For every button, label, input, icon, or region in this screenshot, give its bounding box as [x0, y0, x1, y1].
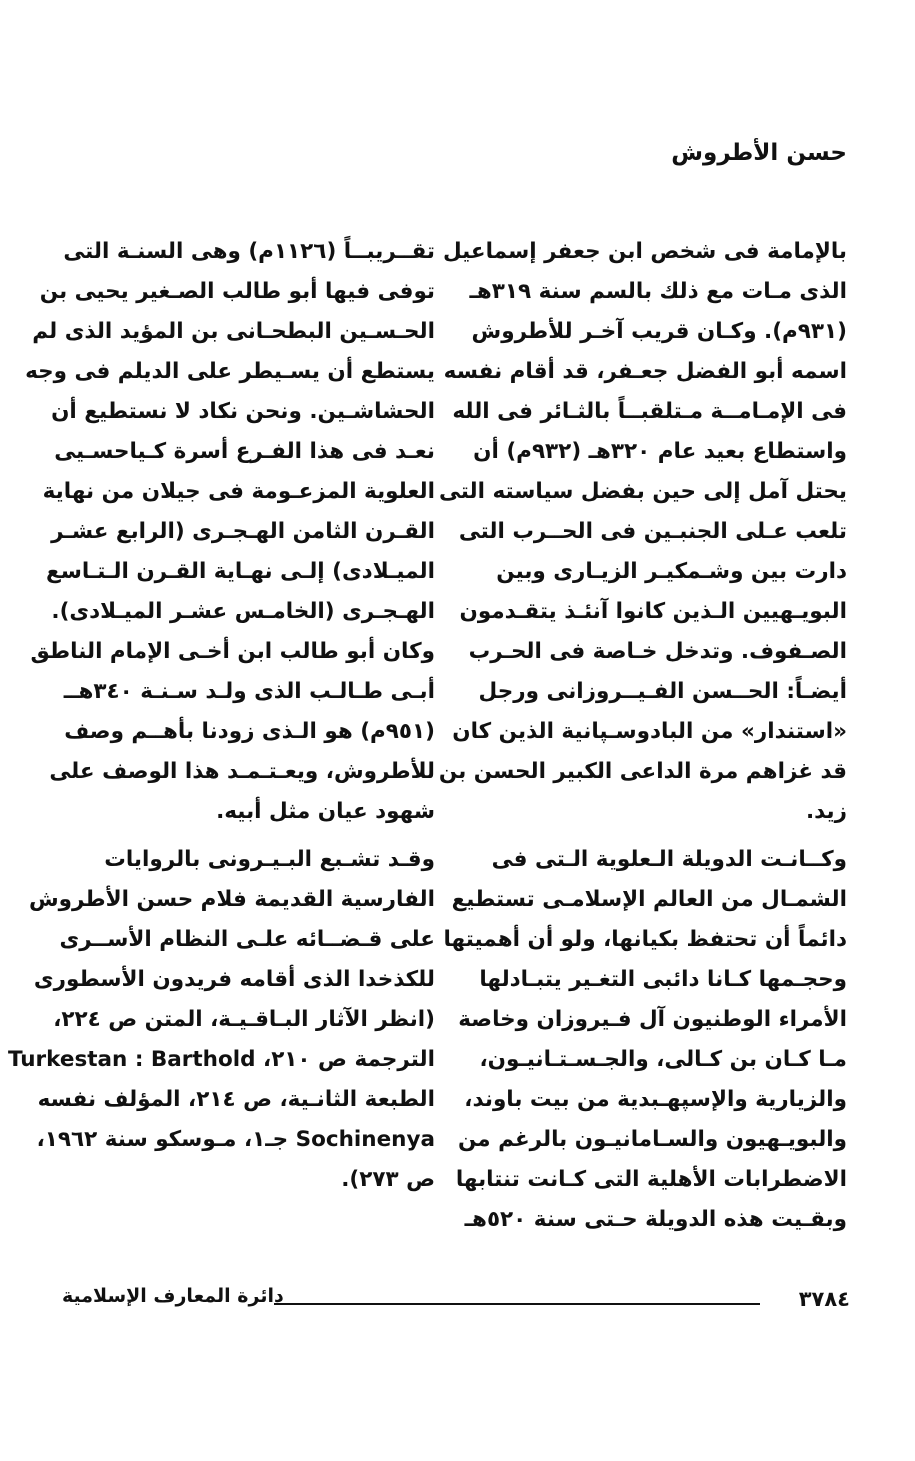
- text-line: واستطاع بعيد عام ٣٢٠هـ (٩٣٢م) أن: [473, 439, 847, 464]
- text-line: الحشاشـين. ونحن نكاد لا نستطيع أن: [51, 399, 435, 424]
- text-line: الهـجـرى (الخامـس عشـر الميـلادى).: [51, 599, 435, 624]
- text-line: الحـسـين البطحـانى بن المؤيد الذى لم: [32, 319, 435, 344]
- text-line: الأمراء الوطنيون آل فـيروزان وخاصة: [458, 1007, 847, 1032]
- text-line: وقـد تشـبع البـيـرونى بالروايات: [104, 847, 435, 872]
- paragraph: [438, 232, 847, 832]
- text-line: والزيارية والإسپهـبدية من بيت باوند،: [464, 1087, 847, 1112]
- text-line: وبقـيت هذه الدويلة حـتى سنة ٥٢٠هـ: [464, 1207, 847, 1232]
- text-line: تلعب عـلى الجنبـين فى الحــرب التى: [458, 519, 847, 544]
- text-line: الصـفوف. وتدخل خـاصة فى الحـرب: [468, 639, 847, 664]
- text-line: زيد.: [805, 799, 847, 824]
- text-line: أيضـاً: الحــسن الفـيــروزانى ورجل: [478, 679, 847, 704]
- text-line: البويـهيين الـذين كانوا آنئـذ يتقـدمون: [459, 599, 847, 624]
- text-line: دائماً أن تحتفظ بكيانها، ولو أن أهميتها: [443, 927, 847, 952]
- left-text-column: [7, 232, 435, 1200]
- text-line: للكذخدا الذى أقامه فريدون الأسطورى: [33, 967, 435, 992]
- paragraph: [7, 840, 435, 1200]
- text-line: (انظر الآثار البـاقـيـة، المتن ص ٢٢٤،: [53, 1007, 435, 1032]
- text-line: دارت بين وشـمكيـر الزيـارى وبين: [496, 559, 847, 584]
- paragraph-gap: [67, 832, 435, 840]
- paragraph: [25, 232, 435, 832]
- right-text-column: [438, 232, 847, 1240]
- page-footer: [62, 1281, 850, 1321]
- text-line: الشمـال من العالم الإسلامـى تستطيع: [451, 887, 847, 912]
- text-line: مـا كـان بن كـالى، والجـسـتـانيـون،: [479, 1047, 847, 1072]
- text-line: الطبعة الثانـية، ص ٢١٤، المؤلف نفسه: [37, 1087, 435, 1112]
- text-line: شهود عيان مثل أبيه.: [216, 799, 435, 824]
- text-line: على قـضــائه علـى النظام الأســرى: [59, 927, 435, 952]
- text-line: (٩٣١م). وكـان قريب آخـر للأطروش: [471, 319, 847, 344]
- paragraph-gap: [487, 832, 847, 840]
- text-line: الميـلادى) إلـى نهـاية القـرن الـتـاسع: [46, 559, 435, 584]
- text-line: تقــريبــاً (١١٢٦م) وهى السنـة التى: [63, 239, 435, 264]
- text-line: الفارسية القديمة فلام حسن الأطروش: [28, 887, 435, 912]
- text-line: للأطروش، ويعـتـمـد هذا الوصف على: [49, 759, 435, 784]
- text-line: اسمه أبو الفضل جعـفر، قد أقام نفسه: [443, 359, 847, 384]
- text-line: بالإمامة فى شخص ابن جعفر إسماعيل: [442, 239, 847, 264]
- text-line: ص ٢٧٣).: [341, 1167, 435, 1192]
- text-line: الذى مـات مع ذلك بالسم سنة ٣١٩هـ: [469, 279, 847, 304]
- encyclopedia-title: دائرة المعارف الإسلامية: [62, 1285, 284, 1307]
- text-line: وكان أبو طالب ابن أخـى الإمام الناطق: [30, 639, 435, 664]
- text-line: (٩٥١م) هو الـذى زودنا بأهــم وصف: [64, 719, 435, 744]
- text-line: وحجـمها كـانا دائبى التغـير يتبـادلها: [479, 967, 847, 992]
- text-line: القـرن الثامن الهـجـرى (الرابع عشـر: [51, 519, 435, 544]
- text-line: الترجمة ص ٢١٠، Turkestan : Barthold: [7, 1047, 435, 1072]
- footer-divider: [274, 1303, 760, 1305]
- paragraph: [443, 840, 847, 1240]
- text-line: يستطع أن يسـيطر على الديلم فى وجه: [25, 359, 435, 384]
- text-line: والبويـهيون والسـامانيـون بالرغم من: [457, 1127, 847, 1152]
- text-line: يحتل آمل إلى حين بفضل سياسته التى: [439, 479, 847, 504]
- text-line: وكــانـت الدويلة الـعلوية الـتى فى: [491, 847, 847, 872]
- text-line: Sochinenya جـ١، مـوسكو سنة ١٩٦٢،: [36, 1127, 435, 1152]
- text-line: قد غزاهم مرة الداعى الكبير الحسن بن: [438, 759, 847, 784]
- text-line: توفى فيها أبو طالب الصـغير يحيى بن: [39, 279, 435, 304]
- text-line: أبـى طـالـب الذى ولـد سـنـة ٣٤٠هــ: [63, 679, 435, 704]
- text-line: العلوية المزعـومة فى جيلان من نهاية: [42, 479, 435, 504]
- text-line: فى الإمـامــة مـتلقبــاً بالثـائر فى الله: [452, 399, 847, 424]
- page-number: ٣٧٨٤: [798, 1287, 850, 1311]
- running-header-title: حسن الأطروش: [671, 140, 847, 166]
- text-line: «استندار» من البادوسـپانية الذين كان: [452, 719, 847, 744]
- text-line: الاضطرابات الأهلية التى كـانت تنتابها: [455, 1167, 847, 1192]
- text-line: نعـد فى هذا الفـرع أسرة كـياحسـيى: [54, 439, 435, 464]
